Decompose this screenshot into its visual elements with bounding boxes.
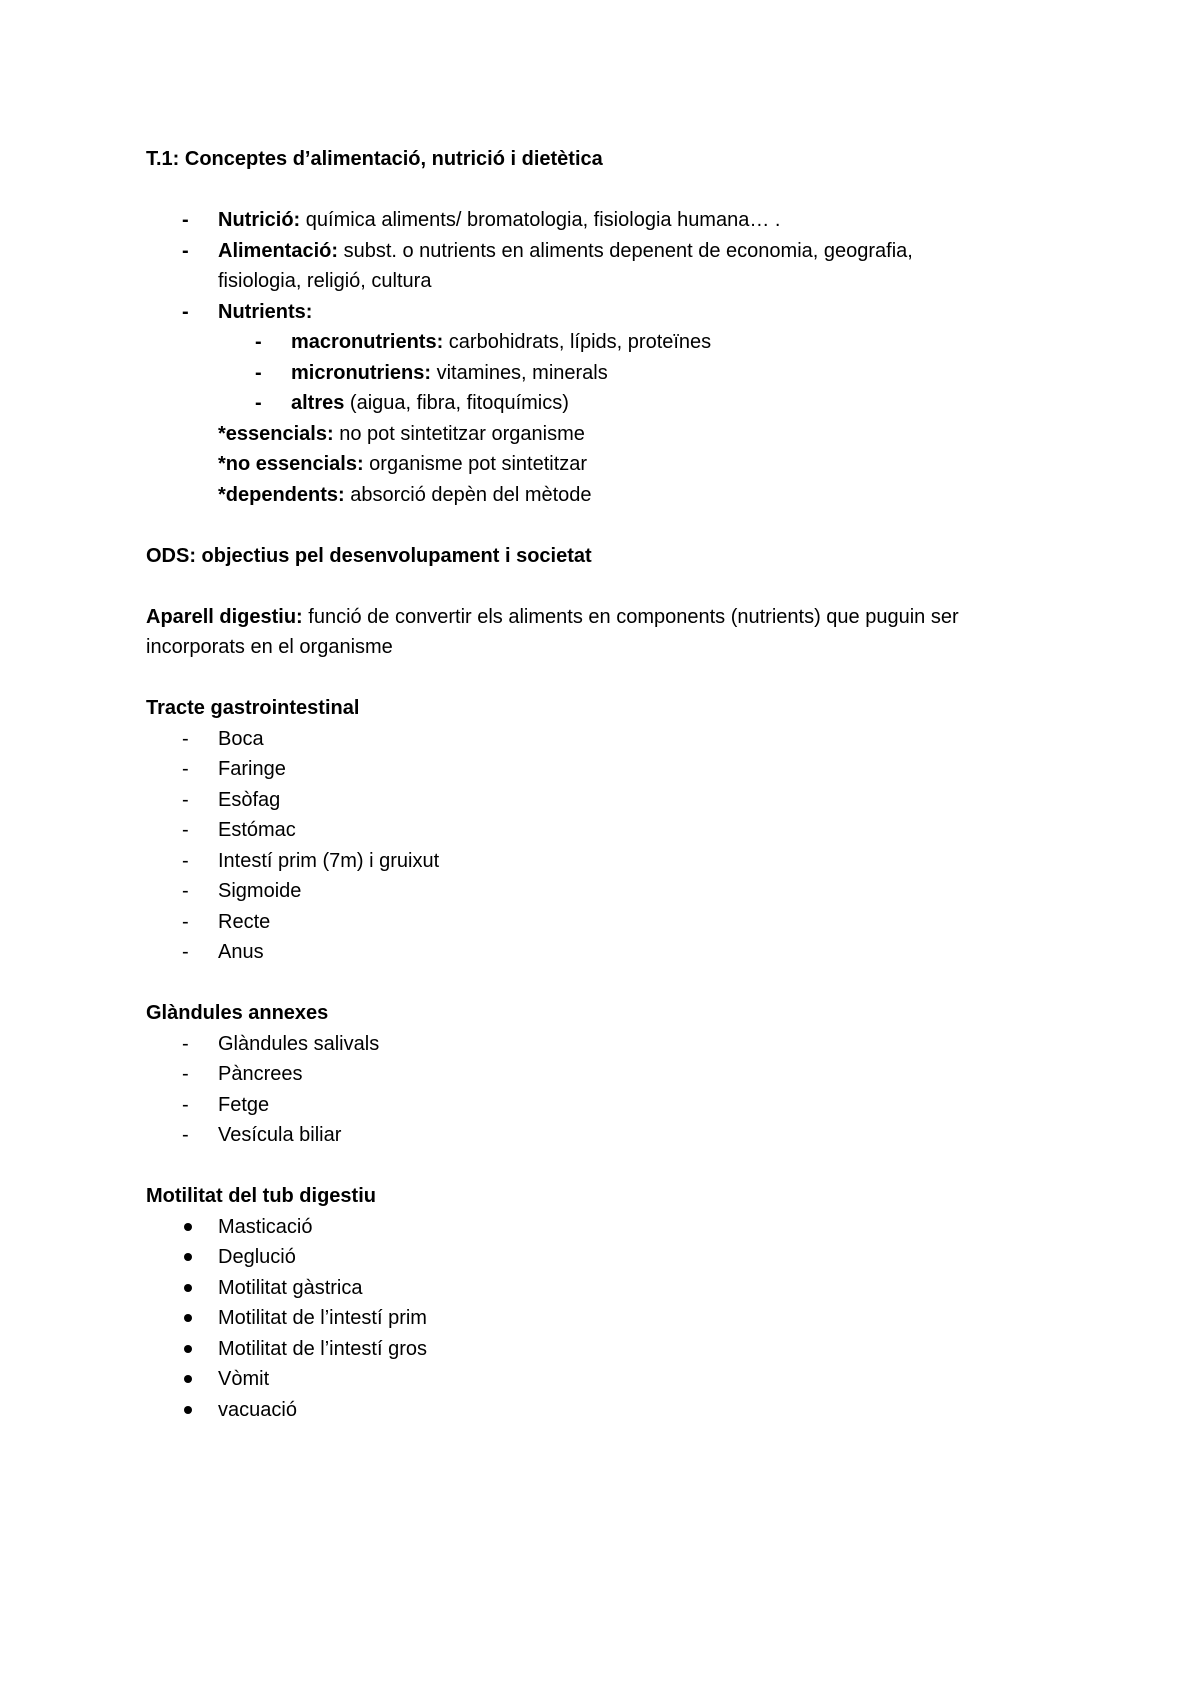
dash-marker: -	[182, 941, 189, 963]
note-text: no pot sintetitzar organisme	[333, 422, 585, 445]
definition-nutrients	[146, 297, 1076, 328]
dash-marker: -	[182, 1063, 189, 1085]
dash-marker: -	[182, 300, 189, 323]
list-item: - Vesícula biliar	[146, 1120, 1076, 1151]
dash-marker: -	[182, 819, 189, 841]
nutrient-term: macronutrients:	[291, 331, 444, 353]
dash-marker: -	[182, 209, 189, 231]
definition-text: química aliments/ bromatologia, fisiologia humana… .	[300, 209, 781, 231]
dash-marker: -	[182, 758, 189, 780]
bullet-icon	[184, 1375, 192, 1383]
list-item: - Anus	[146, 937, 1076, 968]
bullet-icon	[184, 1223, 192, 1231]
list-item: Deglució	[146, 1242, 1076, 1273]
nutrient-type-micro	[146, 358, 1076, 389]
aparell-digestiu-continuation: incorporats en el organisme	[146, 636, 393, 658]
bullet-icon	[184, 1314, 192, 1322]
dash-marker: -	[182, 849, 189, 872]
list-item: Motilitat gàstrica	[146, 1273, 1076, 1304]
definition-nutricio	[146, 205, 1076, 236]
list-item: - Estómac	[146, 815, 1076, 846]
list-item: - Pàncrees	[146, 1059, 1076, 1090]
note-term: *dependents:	[218, 483, 345, 506]
bullet-icon	[184, 1406, 192, 1414]
list-item: Motilitat de l’intestí prim	[146, 1303, 1076, 1334]
list-item: - Recte	[146, 907, 1076, 938]
dash-marker: -	[182, 727, 189, 750]
page-title: T.1: Conceptes d’alimentació, nutrició i dietètica	[146, 148, 603, 170]
nutrient-text: vitamines, minerals	[431, 361, 608, 384]
definition-alimentacio-continuation	[146, 266, 1076, 297]
note-term: *essencials:	[218, 422, 334, 445]
dash-marker: -	[182, 1124, 189, 1146]
list-item: - Fetge	[146, 1090, 1076, 1121]
motilitat-list	[146, 1212, 1076, 1426]
note-text: organisme pot sintetitzar	[363, 453, 588, 475]
list-item: - Intestí prim (7m) i gruixut	[146, 846, 1076, 877]
dash-marker: -	[182, 1093, 189, 1116]
nutrient-type-altres	[146, 388, 1076, 419]
list-item: Motilitat de l’intestí gros	[146, 1334, 1076, 1365]
note-no-essencials	[146, 449, 1076, 480]
bullet-icon	[184, 1345, 192, 1353]
list-item: Masticació	[146, 1212, 1076, 1243]
dash-marker: -	[182, 788, 189, 811]
list-item: Vòmit	[146, 1364, 1076, 1395]
tracte-list	[146, 724, 1076, 968]
nutrient-text: carbohidrats, lípids, proteïnes	[443, 331, 712, 353]
dash-marker: -	[255, 361, 262, 384]
definition-text: subst. o nutrients en aliments depenent de economia, geografia,	[338, 239, 913, 262]
dash-marker: -	[182, 910, 189, 933]
bullet-icon	[184, 1284, 192, 1292]
nutrient-text: (aigua, fibra, fitoquímics)	[344, 392, 569, 414]
note-term: *no essencials:	[218, 453, 364, 475]
nutrient-term: micronutriens:	[291, 361, 432, 384]
aparell-text: funció de convertir els aliments en components (nutrients) que puguin ser	[302, 605, 959, 628]
note-dependents	[146, 480, 1076, 511]
list-item: - Boca	[146, 724, 1076, 755]
dash-marker: -	[255, 392, 262, 414]
dash-marker: -	[182, 1032, 189, 1055]
document-body	[146, 144, 1076, 1425]
note-text: absorció depèn del mètode	[344, 483, 592, 506]
definition-term: Nutrició:	[218, 209, 301, 231]
definition-alimentacio	[146, 236, 1076, 267]
aparell-term: Aparell digestiu:	[146, 605, 303, 628]
tracte-heading: Tracte gastrointestinal	[146, 697, 360, 719]
list-item: - Sigmoide	[146, 876, 1076, 907]
dash-marker: -	[182, 880, 189, 902]
nutrient-type-macro	[146, 327, 1076, 358]
definition-term: Nutrients:	[218, 300, 313, 323]
list-item: - Esòfag	[146, 785, 1076, 816]
definition-term: Alimentació:	[218, 239, 339, 262]
list-item: - Glàndules salivals	[146, 1029, 1076, 1060]
motilitat-heading: Motilitat del tub digestiu	[146, 1185, 376, 1207]
list-item: - Faringe	[146, 754, 1076, 785]
dash-marker: -	[255, 331, 262, 353]
bullet-icon	[184, 1253, 192, 1261]
note-essencials	[146, 419, 1076, 450]
aparell-digestiu-paragraph	[146, 602, 1076, 633]
ods-heading: ODS: objectius pel desenvolupament i societat	[146, 544, 592, 567]
definition-text: fisiologia, religió, cultura	[218, 270, 432, 292]
glandules-heading: Glàndules annexes	[146, 1002, 329, 1024]
nutrient-term: altres	[291, 392, 345, 414]
list-item: vacuació	[146, 1395, 1076, 1426]
dash-marker: -	[182, 239, 189, 262]
glandules-list	[146, 1029, 1076, 1151]
